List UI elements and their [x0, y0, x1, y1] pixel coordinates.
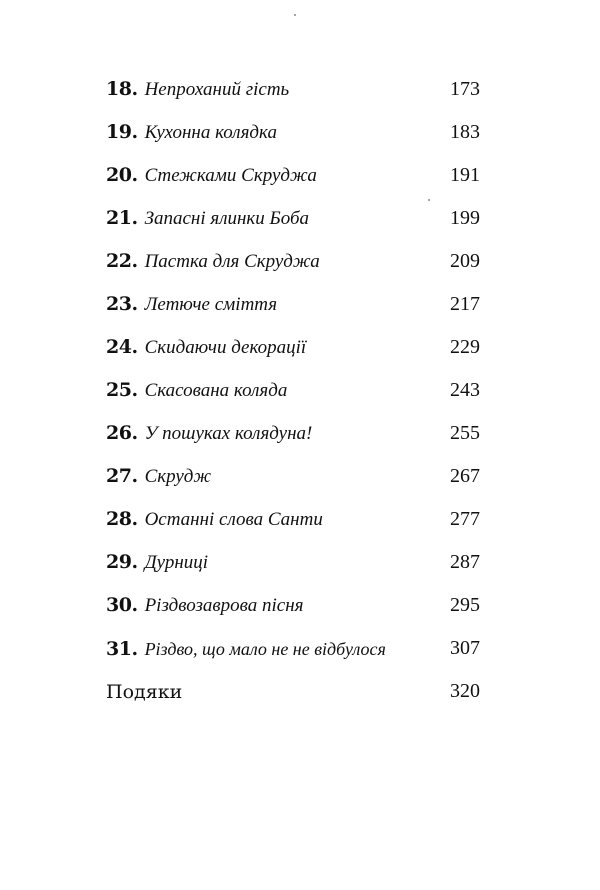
toc-entry-29[interactable] — [106, 541, 480, 584]
chapter-title: Скидаючи декорації — [144, 337, 307, 358]
chapter-title: Кухонна колядка — [144, 122, 277, 143]
toc-entry-23[interactable] — [106, 283, 480, 326]
chapter-number: 26. — [106, 422, 138, 444]
toc-entry-label — [106, 78, 289, 101]
toc-entry-label — [106, 293, 277, 316]
toc-entry-label — [106, 681, 182, 703]
toc-entry-label — [106, 508, 323, 531]
chapter-number: 29. — [106, 551, 138, 573]
chapter-number: 18. — [106, 78, 138, 100]
chapter-title: Різдвозаврова пісня — [144, 595, 304, 616]
page-number: 277 — [450, 508, 480, 530]
page-number: 320 — [450, 680, 480, 702]
chapter-number: 19. — [106, 121, 138, 143]
toc-entry-acknowledgements[interactable] — [106, 670, 480, 713]
acknowledgements-title: Подяки — [106, 680, 183, 703]
toc-entry-label — [106, 422, 312, 445]
chapter-title: Різдво, що мало не не відбулося — [144, 638, 386, 659]
table-of-contents — [106, 68, 480, 713]
toc-entry-label — [106, 465, 211, 488]
chapter-title: Пастка для Скруджа — [144, 251, 320, 272]
toc-entry-label — [106, 207, 309, 230]
chapter-title: У пошуках колядуна! — [144, 423, 313, 444]
chapter-number: 25. — [106, 379, 138, 401]
chapter-number: 27. — [106, 465, 138, 487]
chapter-title: Скасована коляда — [144, 380, 288, 401]
toc-entry-26[interactable] — [106, 412, 480, 455]
chapter-number: 20. — [106, 164, 138, 186]
page-number: 217 — [450, 293, 480, 315]
toc-entry-28[interactable] — [106, 498, 480, 541]
chapter-number: 24. — [106, 336, 138, 358]
chapter-number: 28. — [106, 508, 138, 530]
toc-entry-22[interactable] — [106, 240, 480, 283]
page-number: 243 — [450, 379, 480, 401]
chapter-title: Скрудж — [144, 466, 212, 487]
page-number: 287 — [450, 551, 480, 573]
paper-speck — [294, 14, 296, 16]
toc-entry-label — [106, 164, 317, 187]
chapter-number: 23. — [106, 293, 138, 315]
toc-entry-label — [106, 594, 303, 617]
toc-entry-label — [106, 121, 277, 144]
chapter-title: Останні слова Санти — [144, 509, 323, 530]
toc-entry-19[interactable] — [106, 111, 480, 154]
page-number: 183 — [450, 121, 480, 143]
page-number: 295 — [450, 594, 480, 616]
chapter-title: Непроханий гість — [144, 79, 290, 100]
chapter-title: Дурниці — [144, 552, 209, 573]
toc-entry-27[interactable] — [106, 455, 480, 498]
page-number: 191 — [450, 164, 480, 186]
toc-entry-label — [106, 250, 320, 273]
toc-entry-24[interactable] — [106, 326, 480, 369]
toc-entry-21[interactable] — [106, 197, 480, 240]
toc-entry-25[interactable] — [106, 369, 480, 412]
toc-entry-label — [106, 379, 287, 402]
chapter-title: Стежками Скруджа — [144, 165, 317, 186]
chapter-number: 31. — [106, 637, 138, 660]
page-number: 173 — [450, 78, 480, 100]
page-number: 229 — [450, 336, 480, 358]
chapter-title: Запасні ялинки Боба — [144, 208, 310, 229]
toc-entry-18[interactable] — [106, 68, 480, 111]
chapter-number: 22. — [106, 250, 138, 272]
toc-entry-20[interactable] — [106, 154, 480, 197]
toc-entry-31[interactable] — [106, 627, 480, 670]
page-number: 199 — [450, 207, 480, 229]
toc-entry-30[interactable] — [106, 584, 480, 627]
page-number: 209 — [450, 250, 480, 272]
chapter-title: Летюче сміття — [144, 294, 278, 315]
page-number: 255 — [450, 422, 480, 444]
page-number: 307 — [450, 637, 480, 659]
toc-entry-label — [106, 638, 386, 660]
chapter-number: 21. — [106, 207, 138, 229]
toc-entry-label — [106, 336, 306, 359]
toc-entry-label — [106, 551, 208, 574]
chapter-number: 30. — [106, 594, 138, 616]
page-number: 267 — [450, 465, 480, 487]
